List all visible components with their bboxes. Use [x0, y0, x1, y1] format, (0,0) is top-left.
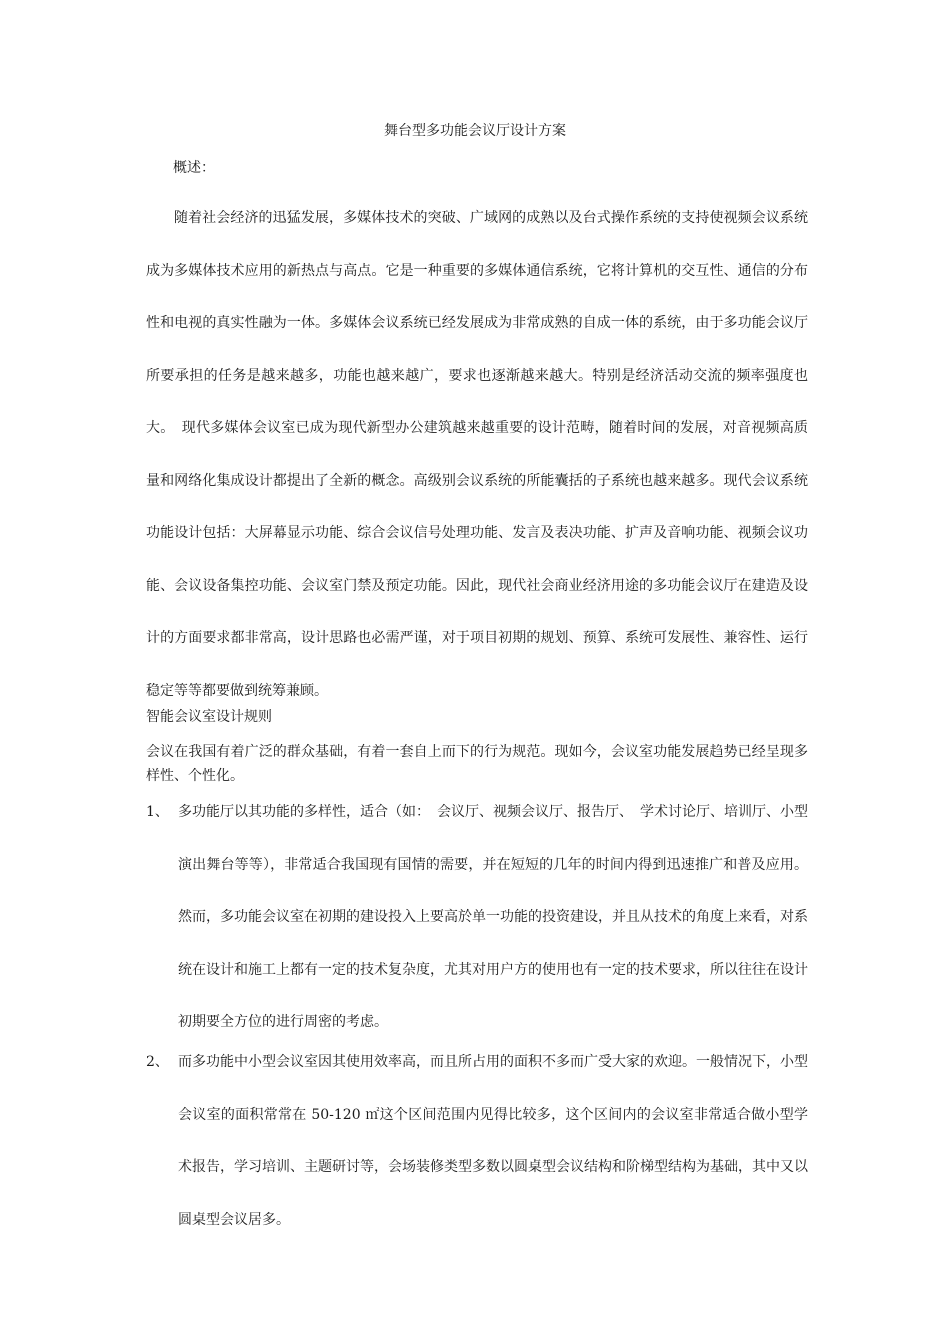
list-item-text: 多功能厅以其功能的多样性，适合（如： 会议厅、视频会议厅、报告厅、 学术讨论厅、培训厅、小型演出舞台等等），非常适合我国现有国情的需要，并在短短的几年的时间内得到迅速推广和普及应用。然而，多功能会议室在初期的建设投入上要高於单一功能的投资建设，并且从技术的角度上来看，对系统在设计和施工上都有一定的技术复杂度，尤其对用户方的使用也有一定的技术要求，所以往往在设计初期要全方位的进行周密的考虑。 [178, 804, 808, 1030]
rules-heading: 智能会议室设计规则 [146, 709, 272, 725]
list-item-text: 而多功能中小型会议室因其使用效率高，而且所占用的面积不多而广受大家的欢迎。一般情况下，小型会议室的面积常常在 50-120 ㎡这个区间范围内见得比较多，这个区间内的会议室非常适合做小型学术报告，学习培训、主题研讨等，会场装修类型多数以圆桌型会议结构和阶梯型结构为基础，其中又以圆桌型会议居多。 [178, 1054, 808, 1228]
list-item-number: 2、 [146, 1054, 169, 1070]
rules-intro-paragraph: 会议在我国有着广泛的群众基础，有着一套自上而下的行为规范。现如今，会议室功能发展趋势已经呈现多样性、个性化。 [146, 744, 808, 784]
overview-heading: 概述： [173, 160, 215, 176]
overview-paragraph: 随着社会经济的迅猛发展，多媒体技术的突破、广域网的成熟以及台式操作系统的支持使视频会议系统成为多媒体技术应用的新热点与高点。它是一种重要的多媒体通信系统，它将计算机的交互性、通信的分布性和电视的真实性融为一体。多媒体会议系统已经发展成为非常成熟的自成一体的系统，由于多功能会议厅所要承担的任务是越来越多，功能也越来越广，要求也逐渐越来越大。特别是经济活动交流的频率强度也大。 现代多媒体会议室已成为现代新型办公建筑越来越重要的设计范畴，随着时间的发展，对音视频高质量和网络化集成设计都提出了全新的概念。高级别会议系统的所能囊括的子系统也越来越多。现代会议系统功能设计包括：大屏幕显示功能、综合会议信号处理功能、发言及表决功能、扩声及音响功能、视频会议功能、会议设备集控功能、会议室门禁及预定功能。因此，现代社会商业经济用途的多功能会议厅在建造及设计的方面要求都非常高，设计思路也必需严谨，对于项目初期的规划、预算、系统可发展性、兼容性、运行稳定等等都要做到统筹兼顾。 [146, 210, 808, 699]
list-item [146, 1036, 808, 1246]
list-item [146, 786, 808, 1049]
document-title: 舞台型多功能会议厅设计方案 [384, 123, 566, 139]
list-item-number: 1、 [146, 804, 169, 820]
